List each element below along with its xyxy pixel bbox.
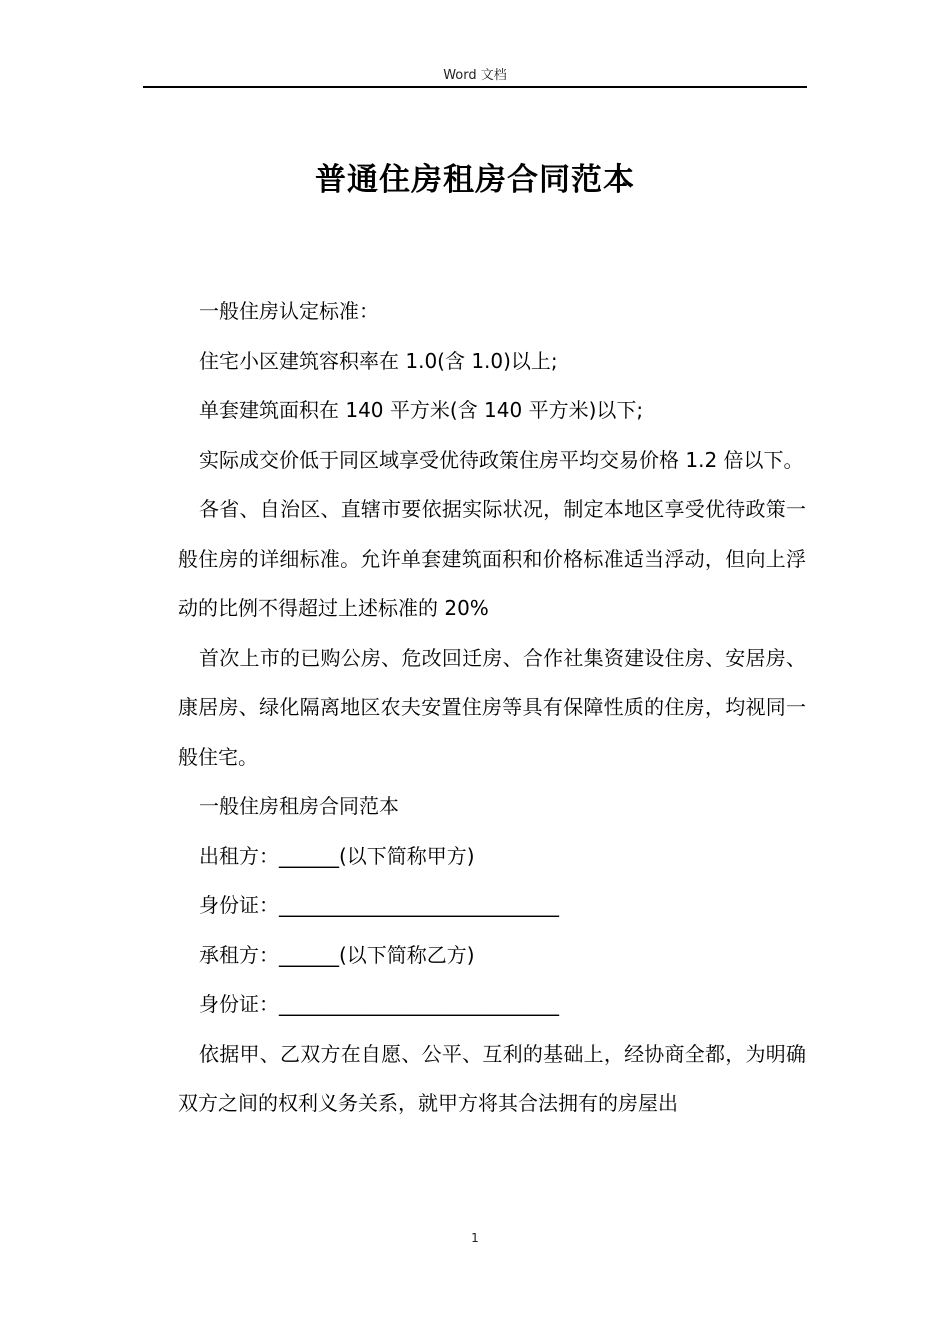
paragraph-contract-heading: 一般住房租房合同范本 — [199, 794, 399, 818]
header-divider — [143, 86, 807, 88]
paragraph-first-listing: 首次上市的已购公房、危改回迁房、合作社集资建设住房、安居房、康居房、绿化隔离地区农夫安置住房等具有保障性质的住房，均视同一般住宅。 — [178, 645, 806, 769]
paragraph-transaction-price: 实际成交价低于同区域享受优待政策住房平均交易价格 1.2 倍以下。 — [199, 447, 804, 472]
paragraph-plot-ratio: 住宅小区建筑容积率在 1.0(含 1.0)以上; — [199, 348, 558, 373]
page-number: 1 — [471, 1231, 479, 1245]
paragraph-lessee-id: 身份证：____________________________ — [199, 992, 559, 1016]
paragraph-lessor-id: 身份证：____________________________ — [199, 893, 559, 917]
paragraph-lessor: 出租方：______(以下简称甲方) — [199, 843, 475, 868]
paragraph-criteria-heading: 一般住房认定标准： — [199, 299, 379, 323]
paragraph-unit-area: 单套建筑面积在 140 平方米(含 140 平方米)以下; — [199, 398, 644, 422]
paragraph-provincial-standards: 各省、自治区、直辖市要依据实际状况，制定本地区享受优待政策一般住房的详细标准。允许单套建筑面积和价格标准适当浮动，但向上浮动的比例不得超过上述标准的 20% — [178, 497, 806, 620]
paragraph-lessee: 承租方：______(以下简称乙方) — [199, 942, 475, 967]
paragraph-agreement-basis: 依据甲、乙双方在自愿、公平、互利的基础上，经协商全都，为明确双方之间的权利义务关系，就甲方将其合法拥有的房屋出 — [178, 1041, 806, 1115]
document-body — [178, 287, 806, 1129]
document-title: 普通住房租房合同范本 — [315, 162, 635, 198]
page-header: Word 文档 — [443, 68, 507, 83]
